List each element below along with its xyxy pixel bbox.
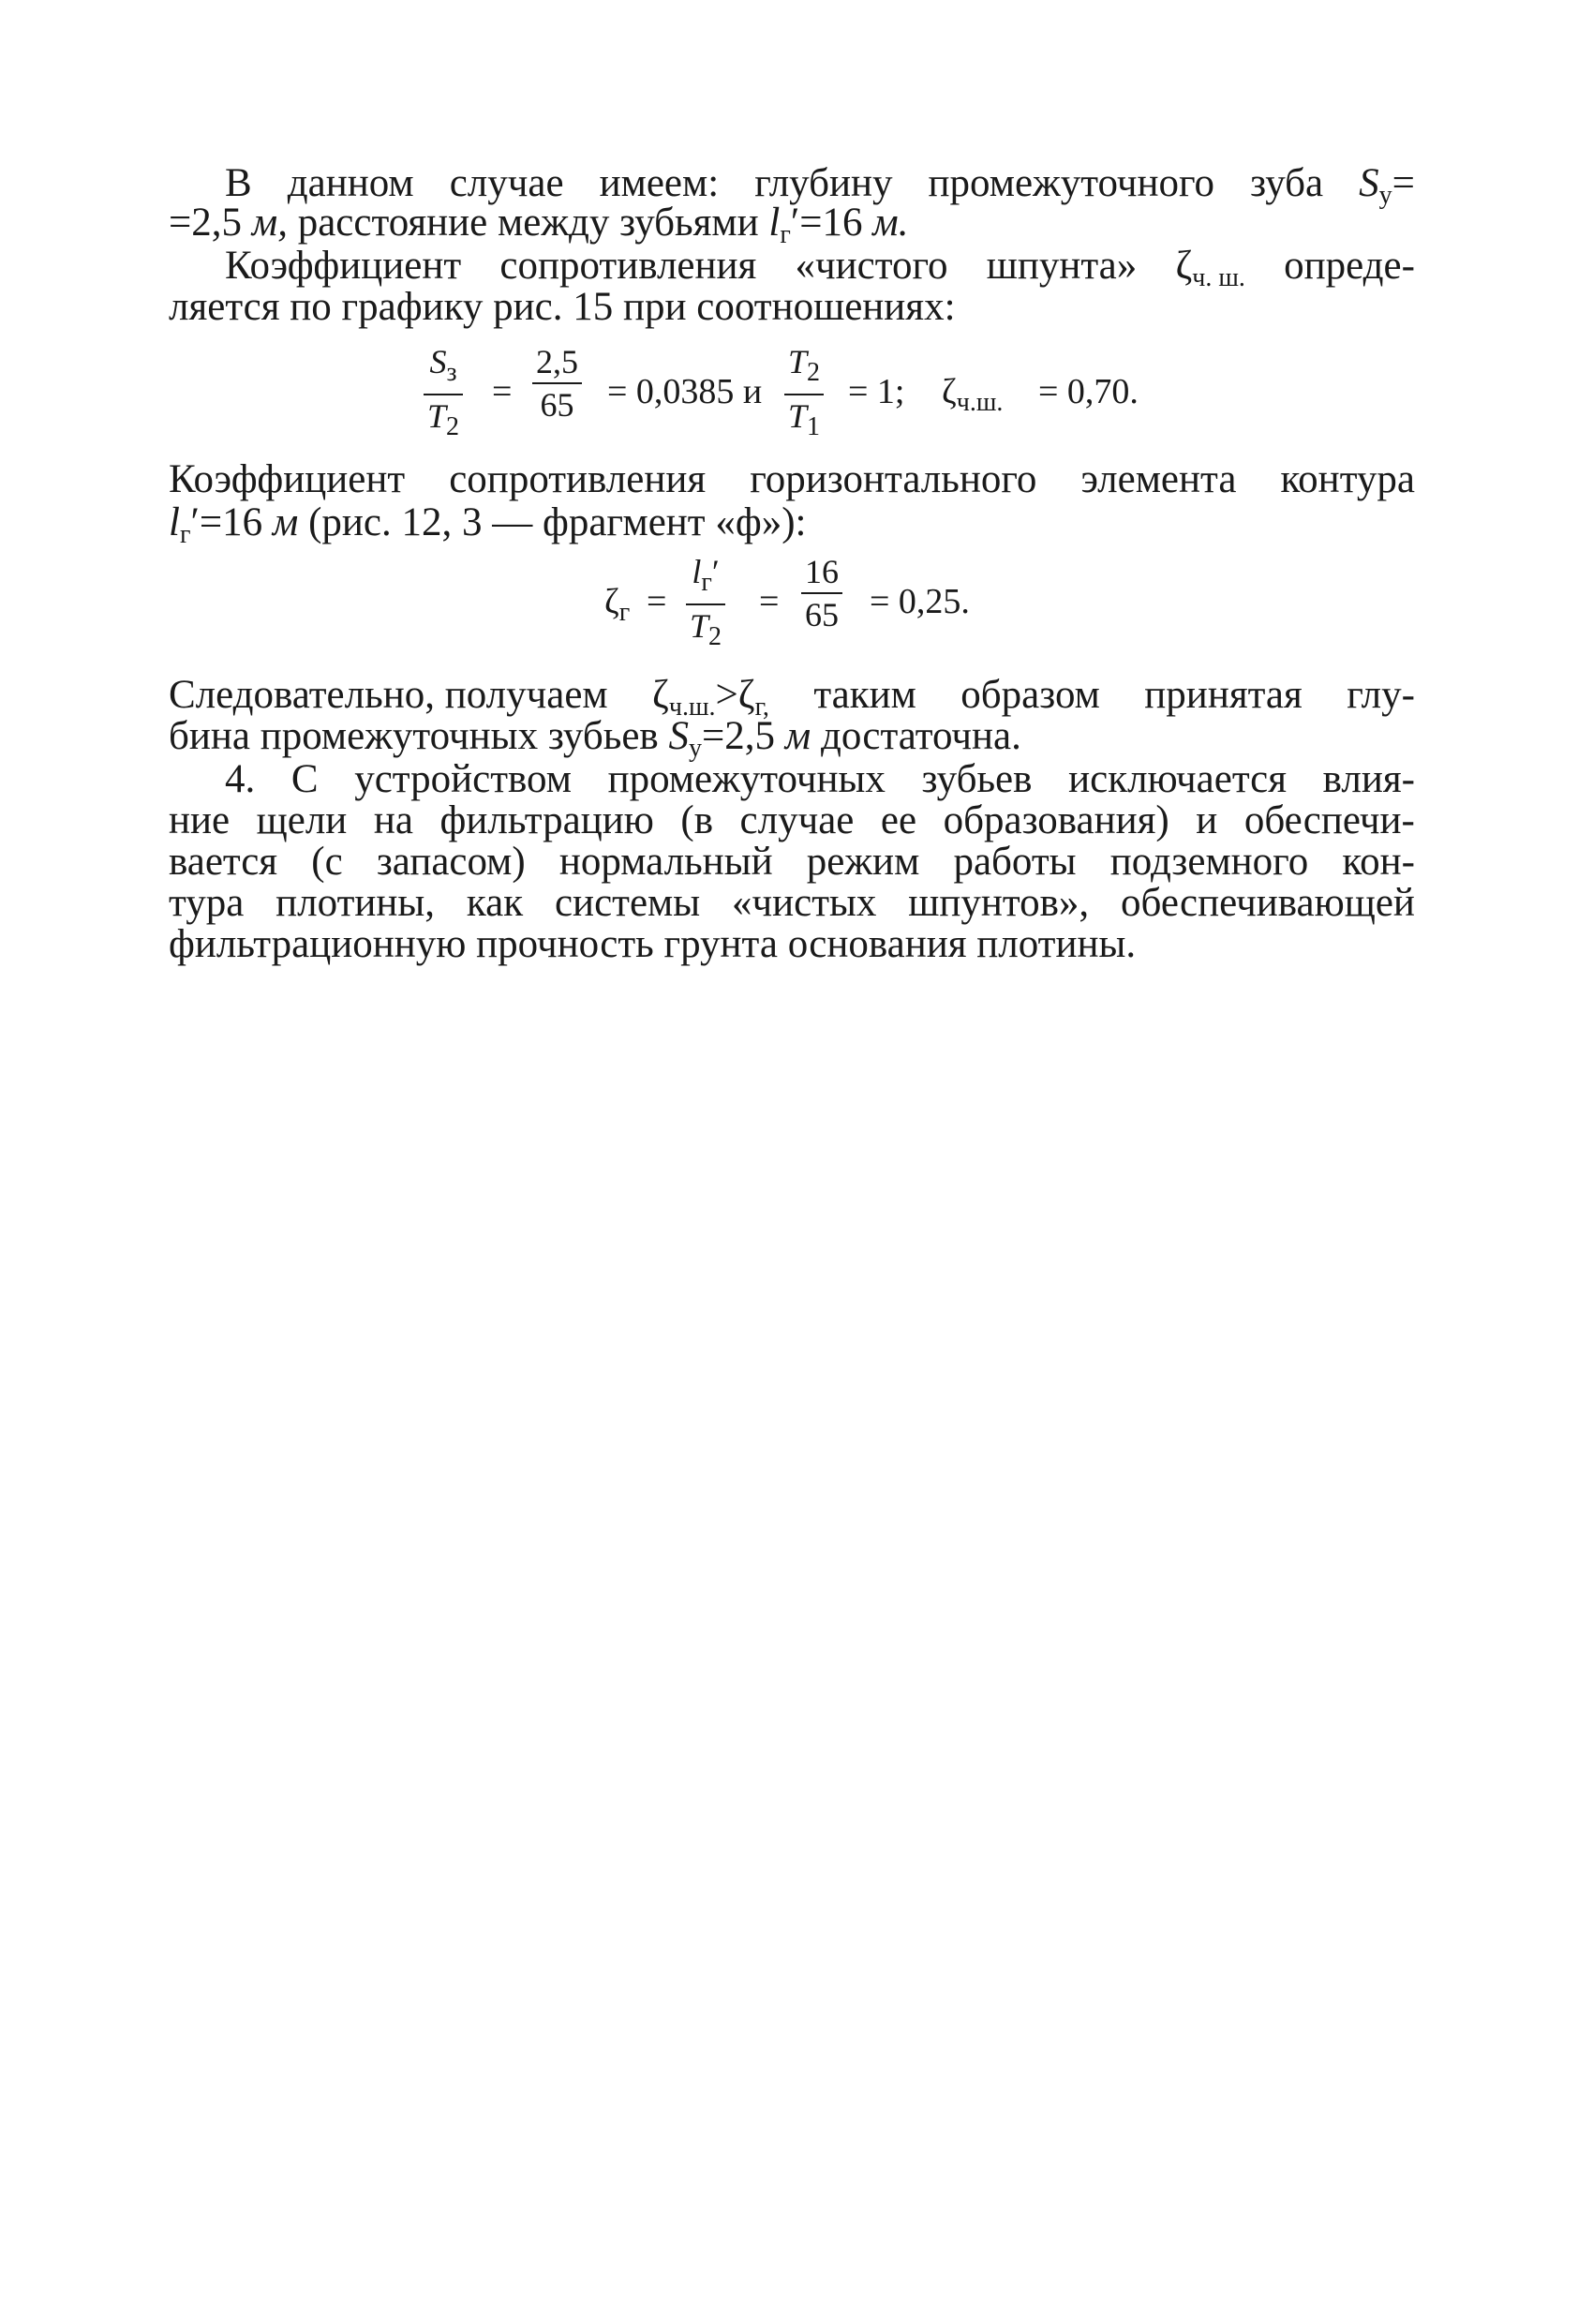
paragraph-5-line-2 — [169, 798, 1415, 843]
word: вается — [169, 840, 278, 884]
word: промежуточного — [928, 161, 1215, 205]
word: опреде- — [1284, 244, 1415, 288]
value: ′=16 — [790, 201, 863, 245]
paragraph-5-line-1 — [225, 757, 1415, 802]
word: нормальный — [558, 840, 773, 884]
symbol-zeta-g: $\zeta_г$ — [604, 582, 631, 627]
word: тура — [169, 881, 245, 925]
word: Коэффициент — [225, 244, 462, 288]
word: кон- — [1342, 840, 1415, 884]
fraction-t2-over-t1: $T_2$ $T_1$ — [784, 343, 824, 446]
word: режим — [806, 840, 920, 884]
subscript: г — [179, 520, 191, 549]
word: шпунтов», — [908, 881, 1090, 925]
word: сопротивления — [449, 457, 707, 501]
word: 4. — [225, 757, 256, 801]
symbol-s-y: Sу= — [1359, 161, 1415, 210]
subscript: г — [780, 220, 791, 249]
word: системы — [554, 881, 701, 925]
fraction-s-over-t2: $S_з$ $T_2$ — [424, 343, 463, 446]
value: =2,5 — [701, 714, 775, 758]
word: зубьев — [921, 757, 1033, 801]
symbol-s: S — [668, 714, 689, 758]
word: зуба — [1250, 161, 1324, 205]
unit: м. — [872, 201, 909, 245]
fraction-l-over-t2: $l_г'$ $T_2$ — [686, 553, 725, 656]
word: исключается — [1068, 757, 1288, 801]
comparison: ζч.ш.>ζг, — [652, 673, 769, 722]
word: горизонтального — [750, 457, 1037, 501]
word: влия- — [1322, 757, 1415, 801]
word: глубину — [754, 161, 893, 205]
value: =2,5 — [169, 201, 243, 245]
paragraph-5-line-3 — [169, 840, 1415, 885]
word: как — [466, 881, 524, 925]
word: таким — [813, 673, 916, 717]
value: ′=16 — [190, 500, 263, 544]
word: случае — [739, 798, 855, 842]
word: С — [290, 757, 319, 801]
text: бина промежуточных зубьев — [169, 714, 659, 758]
word: «чистых — [732, 881, 877, 925]
word: (с — [311, 840, 343, 884]
word: (в — [680, 798, 713, 842]
text: расстояние между зубьями — [297, 201, 759, 245]
unit: м — [784, 714, 811, 758]
word: Коэффициент — [169, 457, 406, 501]
word: случае — [449, 161, 564, 205]
symbol-l: l — [169, 500, 180, 544]
symbol-zeta-ch-sh: ζч. ш. — [1175, 244, 1245, 292]
word: образом — [960, 673, 1100, 717]
text: Следовательно, получаем — [169, 673, 608, 717]
formula-text: = 0,70. — [1038, 372, 1139, 411]
equals-sign: = — [647, 582, 667, 621]
word: элемента — [1080, 457, 1237, 501]
word: ние — [169, 798, 231, 842]
word: промежуточных — [607, 757, 886, 801]
unit: м, — [251, 201, 288, 245]
word: имеем: — [599, 161, 720, 205]
text: достаточна. — [820, 714, 1021, 758]
paragraph-3-line-1 — [169, 457, 1415, 502]
equals-sign: = — [492, 372, 513, 411]
word: сопротивления — [499, 244, 757, 288]
word: обеспечи- — [1243, 798, 1415, 842]
fraction-2-5-over-65: 2,5 65 — [532, 343, 582, 424]
equals-sign: = — [759, 582, 780, 621]
word: подземного — [1109, 840, 1309, 884]
word: плотины, — [275, 881, 436, 925]
word: глу- — [1347, 673, 1415, 717]
word: «чистого — [795, 244, 948, 288]
paragraph-5-line-5: фильтрационную прочность грунта основания плотины. — [169, 922, 1137, 966]
word: контура — [1280, 457, 1415, 501]
subscript: у — [688, 734, 702, 763]
word: ее — [880, 798, 917, 842]
text: (рис. 12, 3 — фрагмент «ф»): — [308, 500, 807, 544]
word: устройством — [354, 757, 572, 801]
fraction-16-over-65: 16 65 — [801, 553, 842, 633]
formula-text: = 0,0385 и — [607, 372, 763, 411]
word: обеспечивающей — [1121, 881, 1415, 925]
formula-text: = 0,25. — [870, 582, 970, 621]
paragraph-5-line-4 — [169, 881, 1415, 926]
word: образования) — [943, 798, 1169, 842]
word: данном — [287, 161, 414, 205]
word: шпунта» — [986, 244, 1138, 288]
unit: м — [272, 500, 299, 544]
word: В — [225, 161, 252, 205]
word: и — [1196, 798, 1218, 842]
word: щели — [256, 798, 348, 842]
formula-text: = 1; — [848, 372, 905, 411]
word: принятая — [1144, 673, 1303, 717]
paragraph-3-line-2 — [169, 500, 1415, 558]
word: на — [373, 798, 413, 842]
word: запасом) — [376, 840, 526, 884]
symbol-zeta-ch-sh: $\zeta_{ч.ш.}$ — [942, 372, 1004, 417]
paragraph-2-line-2: ляется по графику рис. 15 при соотношениях: — [169, 285, 956, 329]
symbol-l: l — [768, 201, 781, 245]
word: фильтрацию — [439, 798, 654, 842]
word: работы — [953, 840, 1077, 884]
